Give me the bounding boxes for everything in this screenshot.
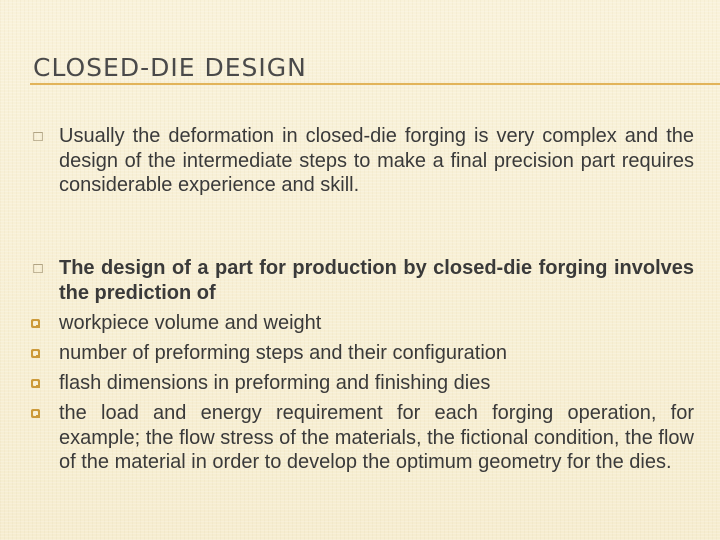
sub-bullet-text-1: workpiece volume and weight — [59, 312, 322, 334]
sub-bullet-item-2 — [30, 341, 694, 366]
bullet-item-1 — [30, 124, 694, 198]
checkbox-q-bullet-icon — [30, 316, 41, 327]
title-underline — [30, 83, 720, 85]
bullet-text-2: The design of a part for production by closed-die forging involves the prediction of — [59, 257, 694, 304]
bullet-item-2 — [30, 256, 694, 305]
square-bullet-icon: □ — [33, 260, 43, 277]
sub-bullet-text-3: flash dimensions in preforming and finishing dies — [59, 372, 491, 394]
sub-bullet-item-1 — [30, 311, 694, 336]
sub-bullet-item-4 — [30, 401, 694, 475]
sub-bullet-text-2: number of preforming steps and their configuration — [59, 342, 508, 364]
checkbox-q-bullet-icon — [30, 376, 41, 387]
slide-title: CLOSED-DIE DESIGN — [33, 53, 307, 82]
sub-bullet-text-4: the load and energy requirement for each forging operation, for example; the flow stress of the materials, the fictional condition, the flow of the material in order to develop the optimum geometry for the dies. — [59, 402, 694, 473]
sub-bullet-item-3 — [30, 371, 694, 396]
square-bullet-icon: □ — [33, 128, 43, 145]
bullet-text-1: Usually the deformation in closed-die forging is very complex and the design of the intermediate steps to make a final precision part requires considerable experience and skill. — [59, 125, 694, 196]
checkbox-q-bullet-icon — [30, 346, 41, 357]
checkbox-q-bullet-icon — [30, 406, 41, 417]
